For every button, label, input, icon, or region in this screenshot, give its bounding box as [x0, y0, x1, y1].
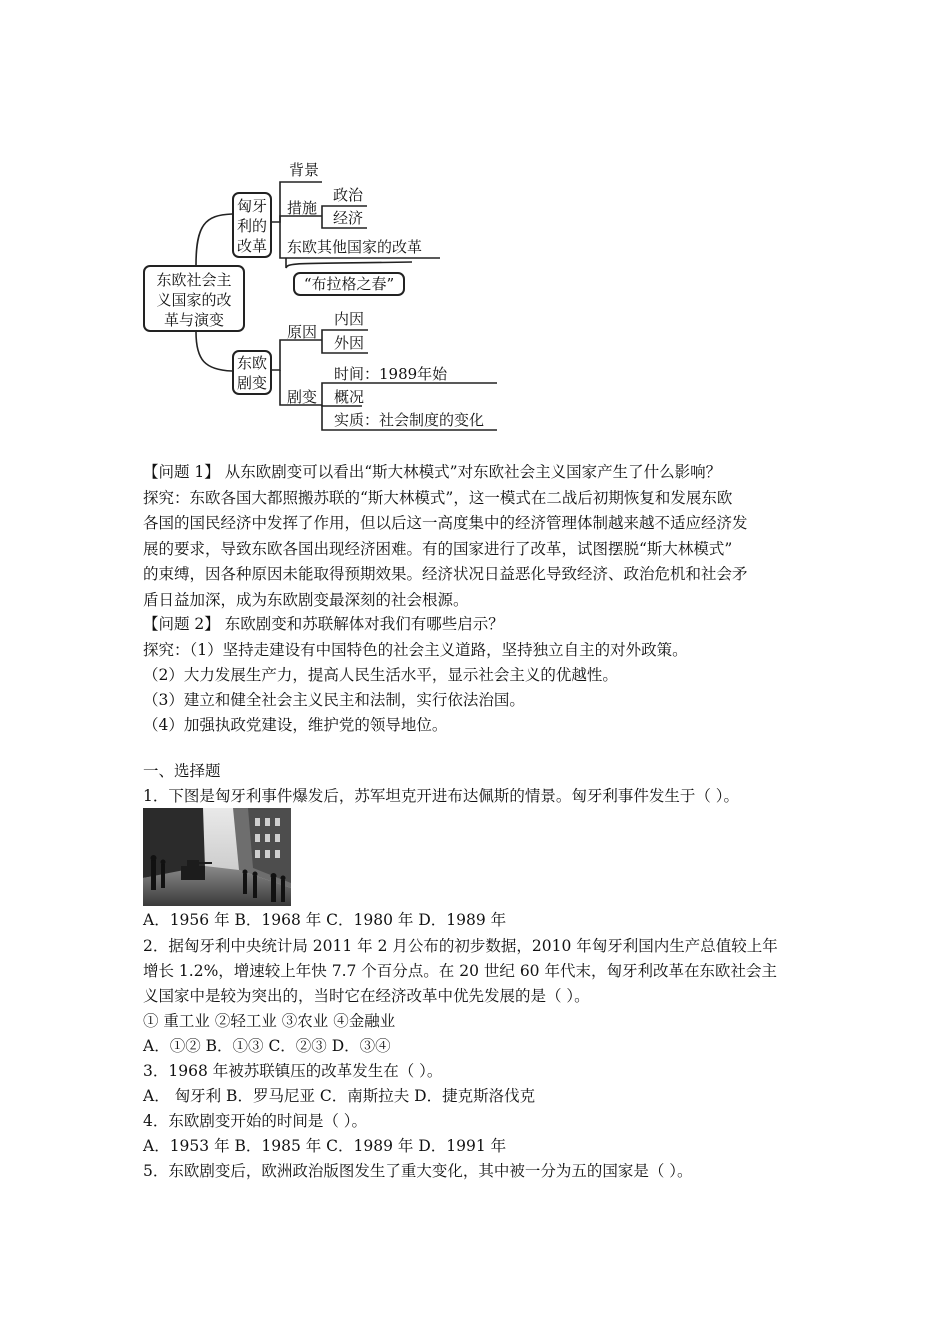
street-tank-photo	[143, 808, 291, 906]
node-causes: 原因	[287, 323, 318, 341]
mcq-4-options: A．1953 年 B．1985 年 C．1989 年 D．1991 年	[143, 1137, 507, 1155]
mcq-2-line-1: 2．据匈牙利中央统计局 2011 年 2 月公布的初步数据，2010 年匈牙利国内生产总值较上年	[143, 937, 778, 955]
answer-2-line-2: （2）大力发展生产力，提高人民生活水平，显示社会主义的优越性。	[143, 666, 618, 684]
mcq-2-options: A．①② B．①③ C．②③ D．③④	[143, 1037, 391, 1055]
answer-1-line-5: 盾日益加深，成为东欧剧变最深刻的社会根源。	[143, 591, 469, 609]
hungary-reform-box	[232, 192, 272, 258]
mcq-3-options: A． 匈牙利 B．罗马尼亚 C．南斯拉夫 D．捷克斯洛伐克	[143, 1087, 536, 1105]
mcq-2-items: ① 重工业 ②轻工业 ③农业 ④金融业	[143, 1012, 396, 1030]
prague-spring-box	[293, 272, 405, 296]
mind-map-lines	[0, 0, 950, 450]
question-2: 【问题 2】 东欧剧变和苏联解体对我们有哪些启示？	[143, 615, 504, 633]
mcq-1-options: A．1956 年 B．1968 年 C．1980 年 D．1989 年	[143, 911, 507, 929]
upheaval-box	[232, 350, 272, 395]
mcq-2-line-2: 增长 1.2%，增速较上年快 7.7 个百分点。在 20 世纪 60 年代末，匈牙利改革在东欧社会主	[143, 962, 777, 980]
root-line-1: 东欧社会主	[156, 271, 232, 289]
mcq-5: 5．东欧剧变后，欧洲政治版图发生了重大变化，其中被一分为五的国家是（ ）。	[143, 1162, 693, 1180]
section-title: 一、选择题	[143, 762, 221, 780]
mcq-4: 4．东欧剧变开始的时间是（ ）。	[143, 1112, 368, 1130]
question-1: 【问题 1】 从东欧剧变可以看出“斯大林模式”对东欧社会主义国家产生了什么影响？	[143, 463, 722, 481]
answer-1-line-2: 各国的国民经济中发挥了作用，但以后这一高度集中的经济管理体制越来越不适应经济发	[143, 514, 748, 532]
upheaval-line-2: 剧变	[236, 374, 267, 392]
node-overview: 概况	[334, 388, 365, 406]
node-economy: 经济	[333, 209, 364, 227]
hungary-line-3: 改革	[236, 237, 267, 255]
node-external: 外因	[334, 334, 365, 352]
mcq-1: 1．下图是匈牙利事件爆发后，苏军坦克开进布达佩斯的情景。匈牙利事件发生于（ ）。	[143, 787, 740, 805]
node-change: 剧变	[287, 388, 318, 406]
node-politics: 政治	[333, 186, 364, 204]
root-line-3: 革与演变	[163, 311, 224, 329]
mindmap-root-box	[143, 265, 245, 332]
node-essence: 实质：社会制度的变化	[334, 411, 485, 429]
answer-1-line-4: 的束缚，因各种原因未能取得预期效果。经济状况日益恶化导致经济、政治危机和社会矛	[143, 565, 748, 583]
mind-map	[0, 0, 950, 450]
hungary-line-2: 利的	[236, 217, 267, 235]
answer-2-line-3: （3）建立和健全社会主义民主和法制，实行依法治国。	[143, 691, 525, 709]
node-time: 时间：1989年始	[334, 365, 448, 383]
mcq-3: 3．1968 年被苏联镇压的改革发生在（ ）。	[143, 1062, 443, 1080]
node-internal: 内因	[334, 310, 365, 328]
root-line-2: 义国家的改	[156, 291, 232, 309]
answer-2-line-1: 探究：（1）坚持走建设有中国特色的社会主义道路，坚持独立自主的对外政策。	[143, 641, 688, 659]
node-other-reforms: 东欧其他国家的改革	[287, 238, 423, 256]
hungary-line-1: 匈牙	[236, 197, 267, 215]
mcq-2-line-3: 义国家中是较为突出的，当时它在经济改革中优先发展的是（ ）。	[143, 987, 590, 1005]
answer-1-line-1: 探究：东欧各国大都照搬苏联的“斯大林模式”，这一模式在二战后初期恢复和发展东欧	[143, 489, 733, 507]
upheaval-line-1: 东欧	[236, 354, 267, 372]
answer-2-line-4: （4）加强执政党建设，维护党的领导地位。	[143, 716, 448, 734]
node-prague-spring: “布拉格之春”	[303, 275, 395, 293]
answer-1-line-3: 展的要求，导致东欧各国出现经济困难。有的国家进行了改革，试图摆脱“斯大林模式”	[143, 540, 733, 558]
node-background: 背景	[289, 161, 320, 179]
node-measures: 措施	[287, 199, 318, 217]
